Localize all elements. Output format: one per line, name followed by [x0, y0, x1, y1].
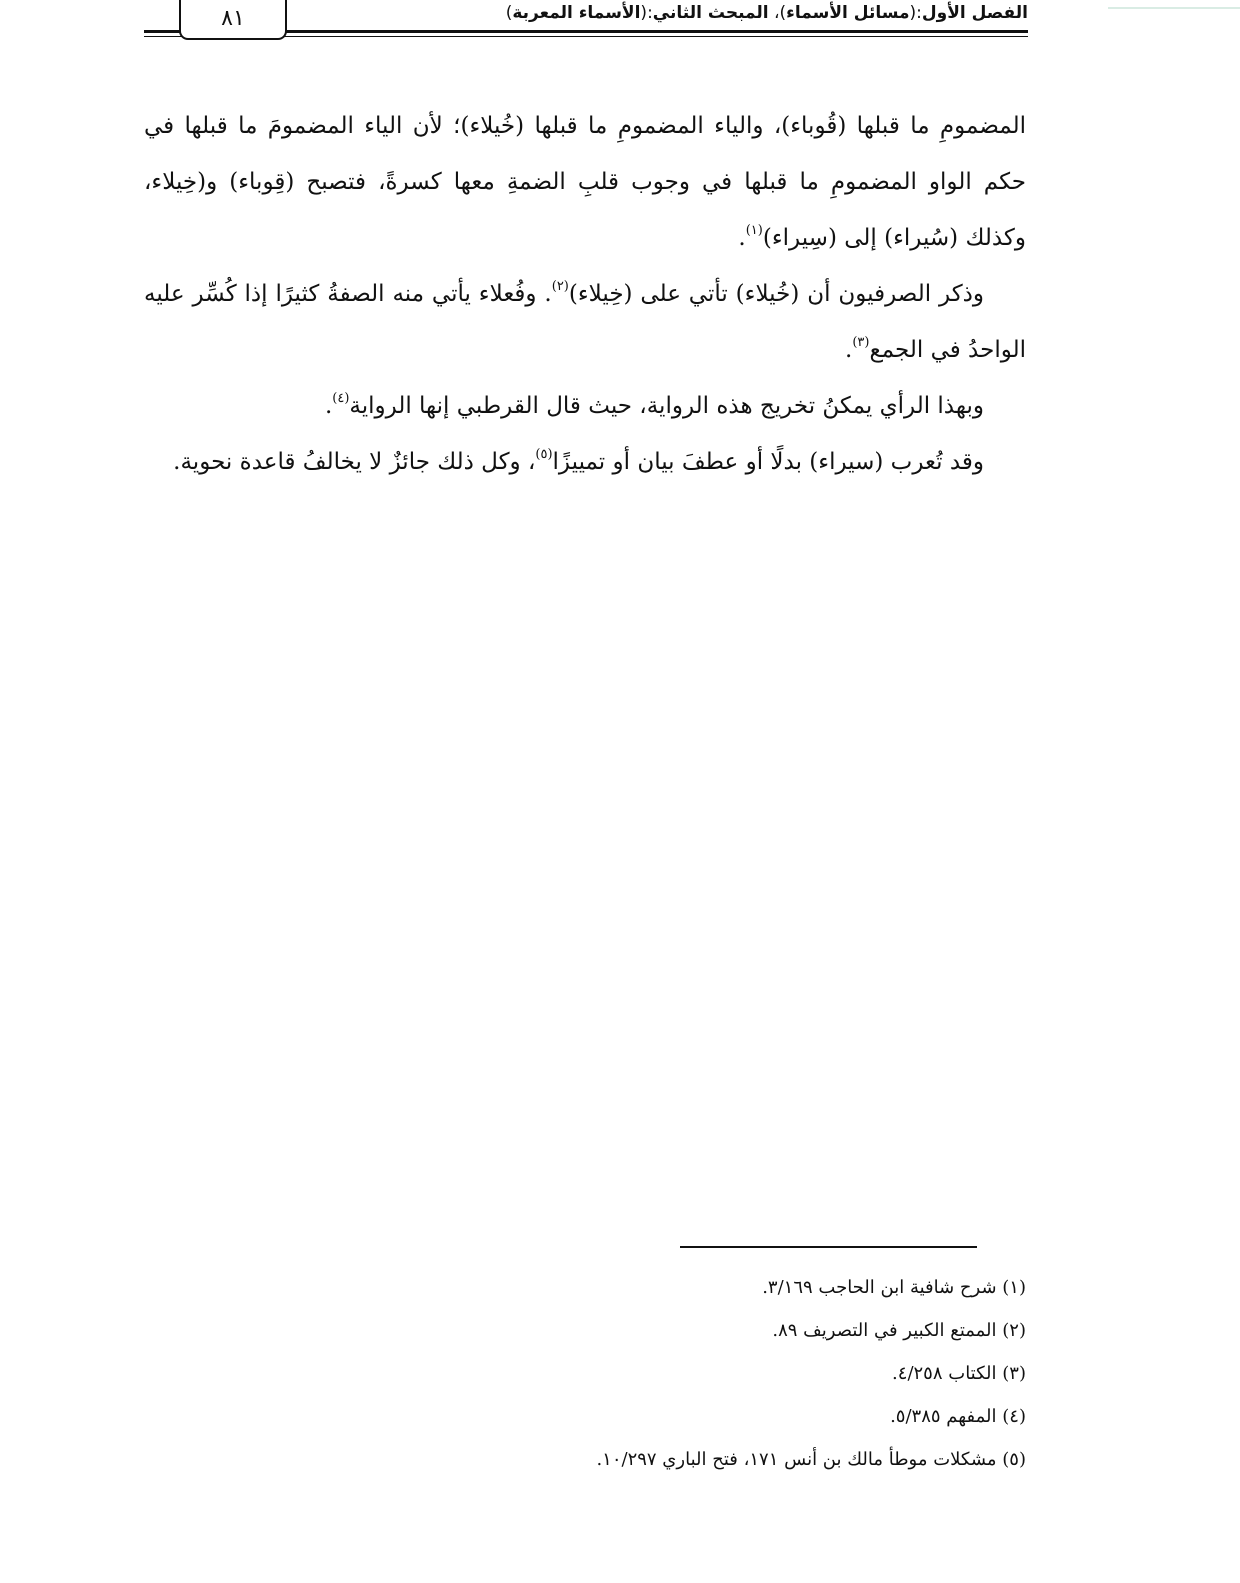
- footnote-4: (٤) المفهم ٥/٣٨٥.: [890, 1406, 1026, 1427]
- footnote-ref-5: (٥): [535, 447, 553, 462]
- paragraph-4: [144, 434, 1026, 490]
- paragraph-3: [144, 378, 1026, 434]
- header-section-2: الأسماء المعربة: [512, 3, 641, 23]
- footnote-ref-2: (٢): [551, 279, 569, 294]
- header-open-paren-2: (: [640, 3, 648, 23]
- running-header: [144, 0, 1028, 42]
- paragraph-1: [144, 98, 1026, 266]
- footnote-2: (٢) الممتع الكبير في التصريف ٨٩.: [772, 1320, 1026, 1341]
- header-chapter: الفصل الأول: [921, 3, 1028, 23]
- footnotes: [144, 1266, 1026, 1481]
- header-section-1: مسائل الأسماء: [786, 3, 910, 23]
- paragraph-2: [144, 266, 1026, 378]
- footnote-1: (١) شرح شافية ابن الحاجب ٣/١٦٩.: [762, 1277, 1026, 1298]
- header-subsection: المبحث الثاني: [652, 3, 769, 23]
- footnote-separator: [680, 1246, 977, 1248]
- header-close-paren-2: ): [505, 3, 513, 23]
- page-corner-tab: [1108, 0, 1240, 9]
- paragraph-2-end: .: [845, 337, 853, 363]
- paragraph-3-text: وبهذا الرأي يمكنُ تخريج هذه الرواية، حيث قال القرطبي إنها الرواية: [349, 393, 984, 419]
- header-title: [506, 3, 1028, 23]
- paragraph-1-end: .: [738, 225, 746, 251]
- header-open-paren-1: (: [909, 3, 917, 23]
- paragraph-3-end: .: [324, 393, 333, 419]
- paragraph-4-text-a: وقد تُعرب (سيراء) بدلًا أو عطفَ بيان أو تمييزًا: [552, 449, 984, 475]
- footnote-3: (٣) الكتاب ٤/٢٥٨.: [892, 1363, 1026, 1384]
- footnote-ref-1: (١): [745, 223, 763, 238]
- footnote-ref-4: (٤): [332, 391, 350, 406]
- page-number: ٨١: [179, 0, 287, 40]
- header-comma: ،: [768, 3, 780, 23]
- main-text: [144, 98, 1026, 490]
- header-colon-1: :: [916, 3, 922, 23]
- paragraph-1-text: المضمومِ ما قبلها (قُوباء)، والياء المضمومِ ما قبلها (خُيلاء)؛ لأن الياء المضمومَ ما قبلها في حكم الواو المضمومِ ما قبلها في وجوب قلبِ الضمةِ معها كسرةً، فتصبح (قِوباء) و(خِيلاء، وكذلك (سُيراء) إلى (سِيراء): [144, 113, 1026, 251]
- header-colon-2: :: [647, 3, 653, 23]
- paragraph-2-text-a: وذكر الصرفيون أن (خُيلاء) تأتي على (خِيلاء): [568, 281, 984, 307]
- paragraph-2-text-b: . وفُعلاء يأتي منه الصفةُ كثيرًا إذا كُسِّر عليه الواحدُ في الجمع: [144, 281, 1026, 363]
- paragraph-4-text-b: ، وكل ذلك جائزٌ لا يخالفُ قاعدة نحوية.: [173, 449, 536, 475]
- footnote-5: (٥) مشكلات موطأ مالك بن أنس ١٧١، فتح الباري ١٠/٢٩٧.: [596, 1449, 1026, 1470]
- header-close-paren-1: ): [779, 3, 787, 23]
- footnote-ref-3: (٣): [852, 335, 870, 350]
